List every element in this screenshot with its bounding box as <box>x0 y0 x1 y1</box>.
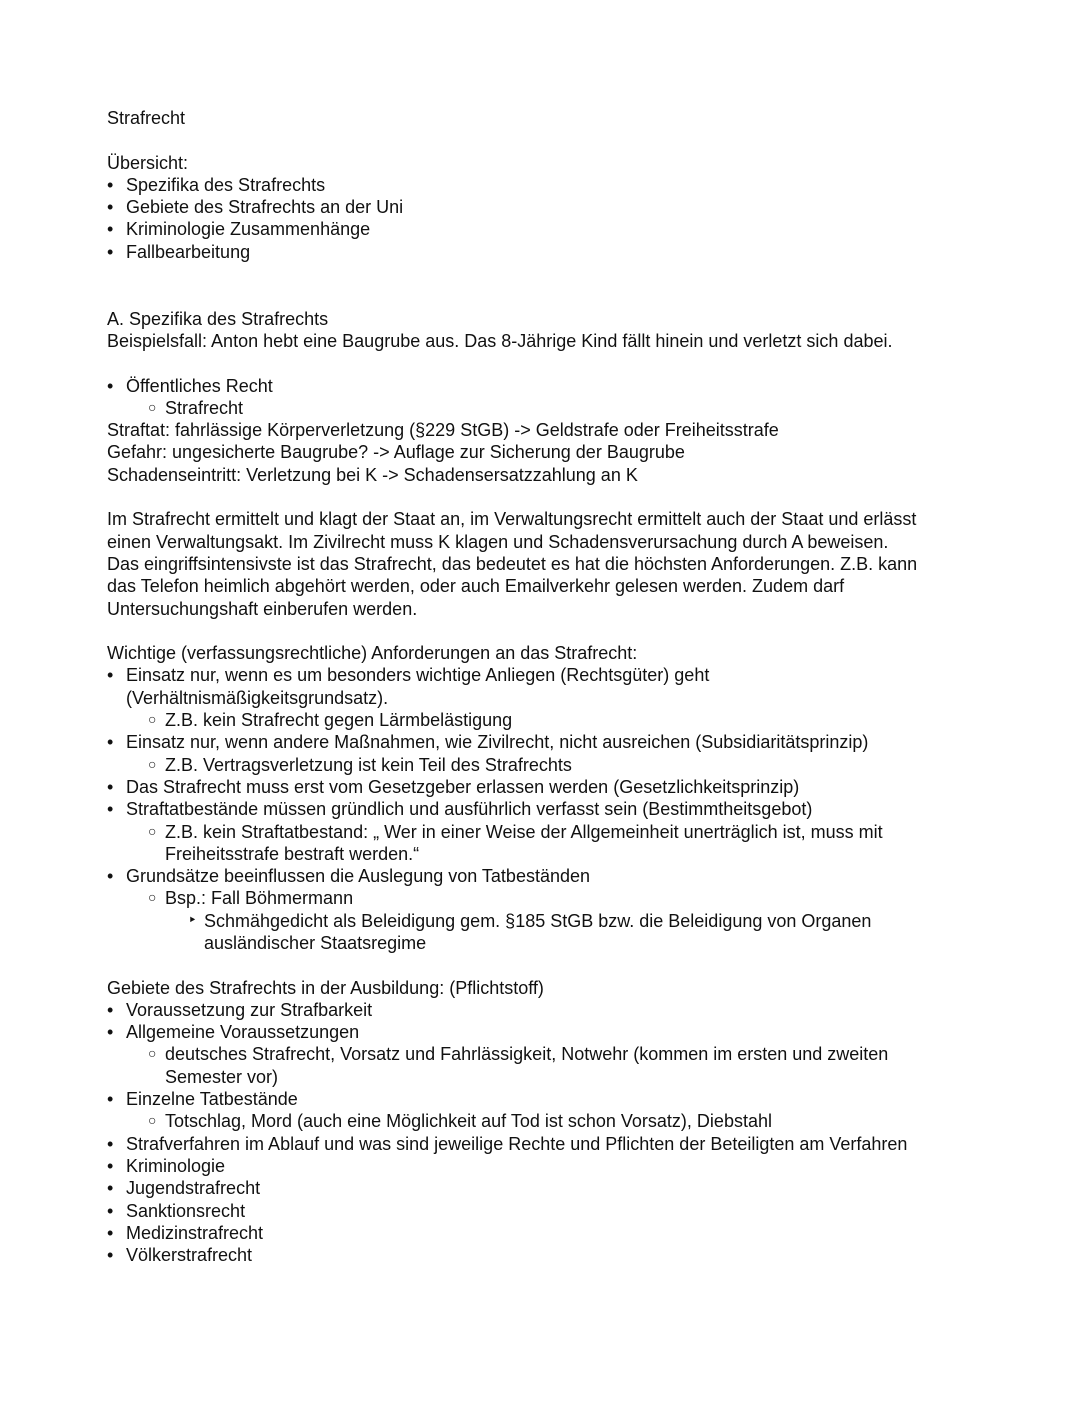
requirement-text: • Einsatz nur, wenn es um besonders wichtige Anliegen (Rechtsgüter) geht <box>126 665 710 686</box>
area-detail: ○ Totschlag, Mord (auch eine Möglichkeit auf Tod ist schon Vorsatz), Diebstahl <box>107 1110 987 1132</box>
criminal-law-item: ○ Strafrecht <box>107 397 987 419</box>
paragraph-line: das Telefon heimlich abgehört werden, oder auch Emailverkehr gelesen werden. Zudem darf <box>107 576 845 597</box>
explanation-paragraph <box>107 508 987 619</box>
areas-list <box>107 1088 987 1110</box>
requirement-detail-text: ausländischer Staatsregime <box>204 932 427 953</box>
law-subtype-list <box>107 397 987 419</box>
requirement-item <box>107 664 987 709</box>
paragraph-line: Im Strafrecht ermittelt und klagt der Staat an, im Verwaltungsrecht ermittelt auch der Staat und erlässt <box>107 509 917 530</box>
requirement-sublist <box>107 821 987 866</box>
requirements-list <box>107 776 987 821</box>
area-item: • Strafverfahren im Ablauf und was sind jeweilige Rechte und Pflichten der Beteiligten am Verfahren <box>107 1133 987 1155</box>
offense-line: Straftat: fahrlässige Körperverletzung (§229 StGB) -> Geldstrafe oder Freiheitsstrafe <box>107 420 779 441</box>
requirement-example-text: ○ Z.B. kein Straftatbestand: „ Wer in einer Weise der Allgemeinheit unerträglich ist, muss mit <box>165 821 883 842</box>
requirement-subsublist <box>107 910 987 955</box>
section-a-heading: A. Spezifika des Strafrechts <box>107 308 329 329</box>
area-item: • Sanktionsrecht <box>107 1200 987 1222</box>
requirement-example: ○ Z.B. kein Strafrecht gegen Lärmbelästigung <box>107 709 987 731</box>
paragraph-line: einen Verwaltungsakt. Im Zivilrecht muss K klagen und Schadensverursachung durch A beweisen. <box>107 531 889 552</box>
requirement-sublist <box>107 709 987 731</box>
requirement-text: (Verhältnismäßigkeitsgrundsatz). <box>126 687 389 708</box>
damage-line: Schadenseintritt: Verletzung bei K -> Schadensersatzzahlung an K <box>107 464 638 485</box>
area-item: • Kriminologie <box>107 1155 987 1177</box>
overview-item: • Spezifika des Strafrechts <box>107 174 987 196</box>
area-item: • Allgemeine Voraussetzungen <box>107 1021 987 1043</box>
area-sublist <box>107 1110 987 1132</box>
areas-list <box>107 1133 987 1267</box>
requirement-example: ○ Z.B. Vertragsverletzung ist kein Teil des Strafrechts <box>107 754 987 776</box>
requirement-detail <box>107 910 987 955</box>
area-detail-text: Semester vor) <box>165 1066 279 1087</box>
requirement-item: • Grundsätze beeinflussen die Auslegung von Tatbeständen <box>107 865 987 887</box>
requirement-item: • Straftatbestände müssen gründlich und ausführlich verfasst sein (Bestimmtheitsgebot) <box>107 798 987 820</box>
requirements-list <box>107 731 987 753</box>
paragraph-line: Untersuchungshaft einberufen werden. <box>107 598 418 619</box>
requirements-heading: Wichtige (verfassungsrechtliche) Anforderungen an das Strafrecht: <box>107 643 638 664</box>
areas-list <box>107 999 987 1044</box>
document-page <box>107 107 987 1266</box>
requirement-item: • Das Strafrecht muss erst vom Gesetzgeber erlassen werden (Gesetzlichkeitsprinzip) <box>107 776 987 798</box>
overview-heading: Übersicht: <box>107 152 189 173</box>
overview-item: • Kriminologie Zusammenhänge <box>107 218 987 240</box>
requirement-example-text: Freiheitsstrafe bestraft werden.“ <box>165 843 420 864</box>
requirement-item: • Einsatz nur, wenn andere Maßnahmen, wie Zivilrecht, nicht ausreichen (Subsidiaritätsprinzip) <box>107 731 987 753</box>
area-item: • Völkerstrafrecht <box>107 1244 987 1266</box>
area-item: • Medizinstrafrecht <box>107 1222 987 1244</box>
areas-heading: Gebiete des Strafrechts in der Ausbildung: (Pflichtstoff) <box>107 977 544 998</box>
area-sublist <box>107 1043 987 1088</box>
area-detail <box>107 1043 987 1088</box>
area-item: • Jugendstrafrecht <box>107 1177 987 1199</box>
requirements-list <box>107 865 987 887</box>
requirement-example: ○ Bsp.: Fall Böhmermann <box>107 887 987 909</box>
requirement-example <box>107 821 987 866</box>
overview-item: • Gebiete des Strafrechts an der Uni <box>107 196 987 218</box>
area-detail-text: ○ deutsches Strafrecht, Vorsatz und Fahrlässigkeit, Notwehr (kommen im ersten und zweiten <box>165 1044 889 1065</box>
law-type-list <box>107 375 987 397</box>
overview-item: • Fallbearbeitung <box>107 241 987 263</box>
example-case: Beispielsfall: Anton hebt eine Baugrube aus. Das 8-Jährige Kind fällt hinein und verletzt sich dabei. <box>107 330 893 351</box>
requirement-detail-text: ‣ Schmähgedicht als Beleidigung gem. §185 StGB bzw. die Beleidigung von Organen <box>204 910 872 931</box>
public-law-item: • Öffentliches Recht <box>107 375 987 397</box>
requirement-sublist <box>107 887 987 909</box>
requirements-list <box>107 664 987 709</box>
area-item: • Voraussetzung zur Strafbarkeit <box>107 999 987 1021</box>
overview-list <box>107 174 987 263</box>
document-title: Strafrecht <box>107 108 186 128</box>
paragraph-line: Das eingriffsintensivste ist das Strafrecht, das bedeutet es hat die höchsten Anforderungen. Z.B. kann <box>107 553 918 574</box>
area-item: • Einzelne Tatbestände <box>107 1088 987 1110</box>
danger-line: Gefahr: ungesicherte Baugrube? -> Auflage zur Sicherung der Baugrube <box>107 442 685 463</box>
requirement-sublist <box>107 754 987 776</box>
